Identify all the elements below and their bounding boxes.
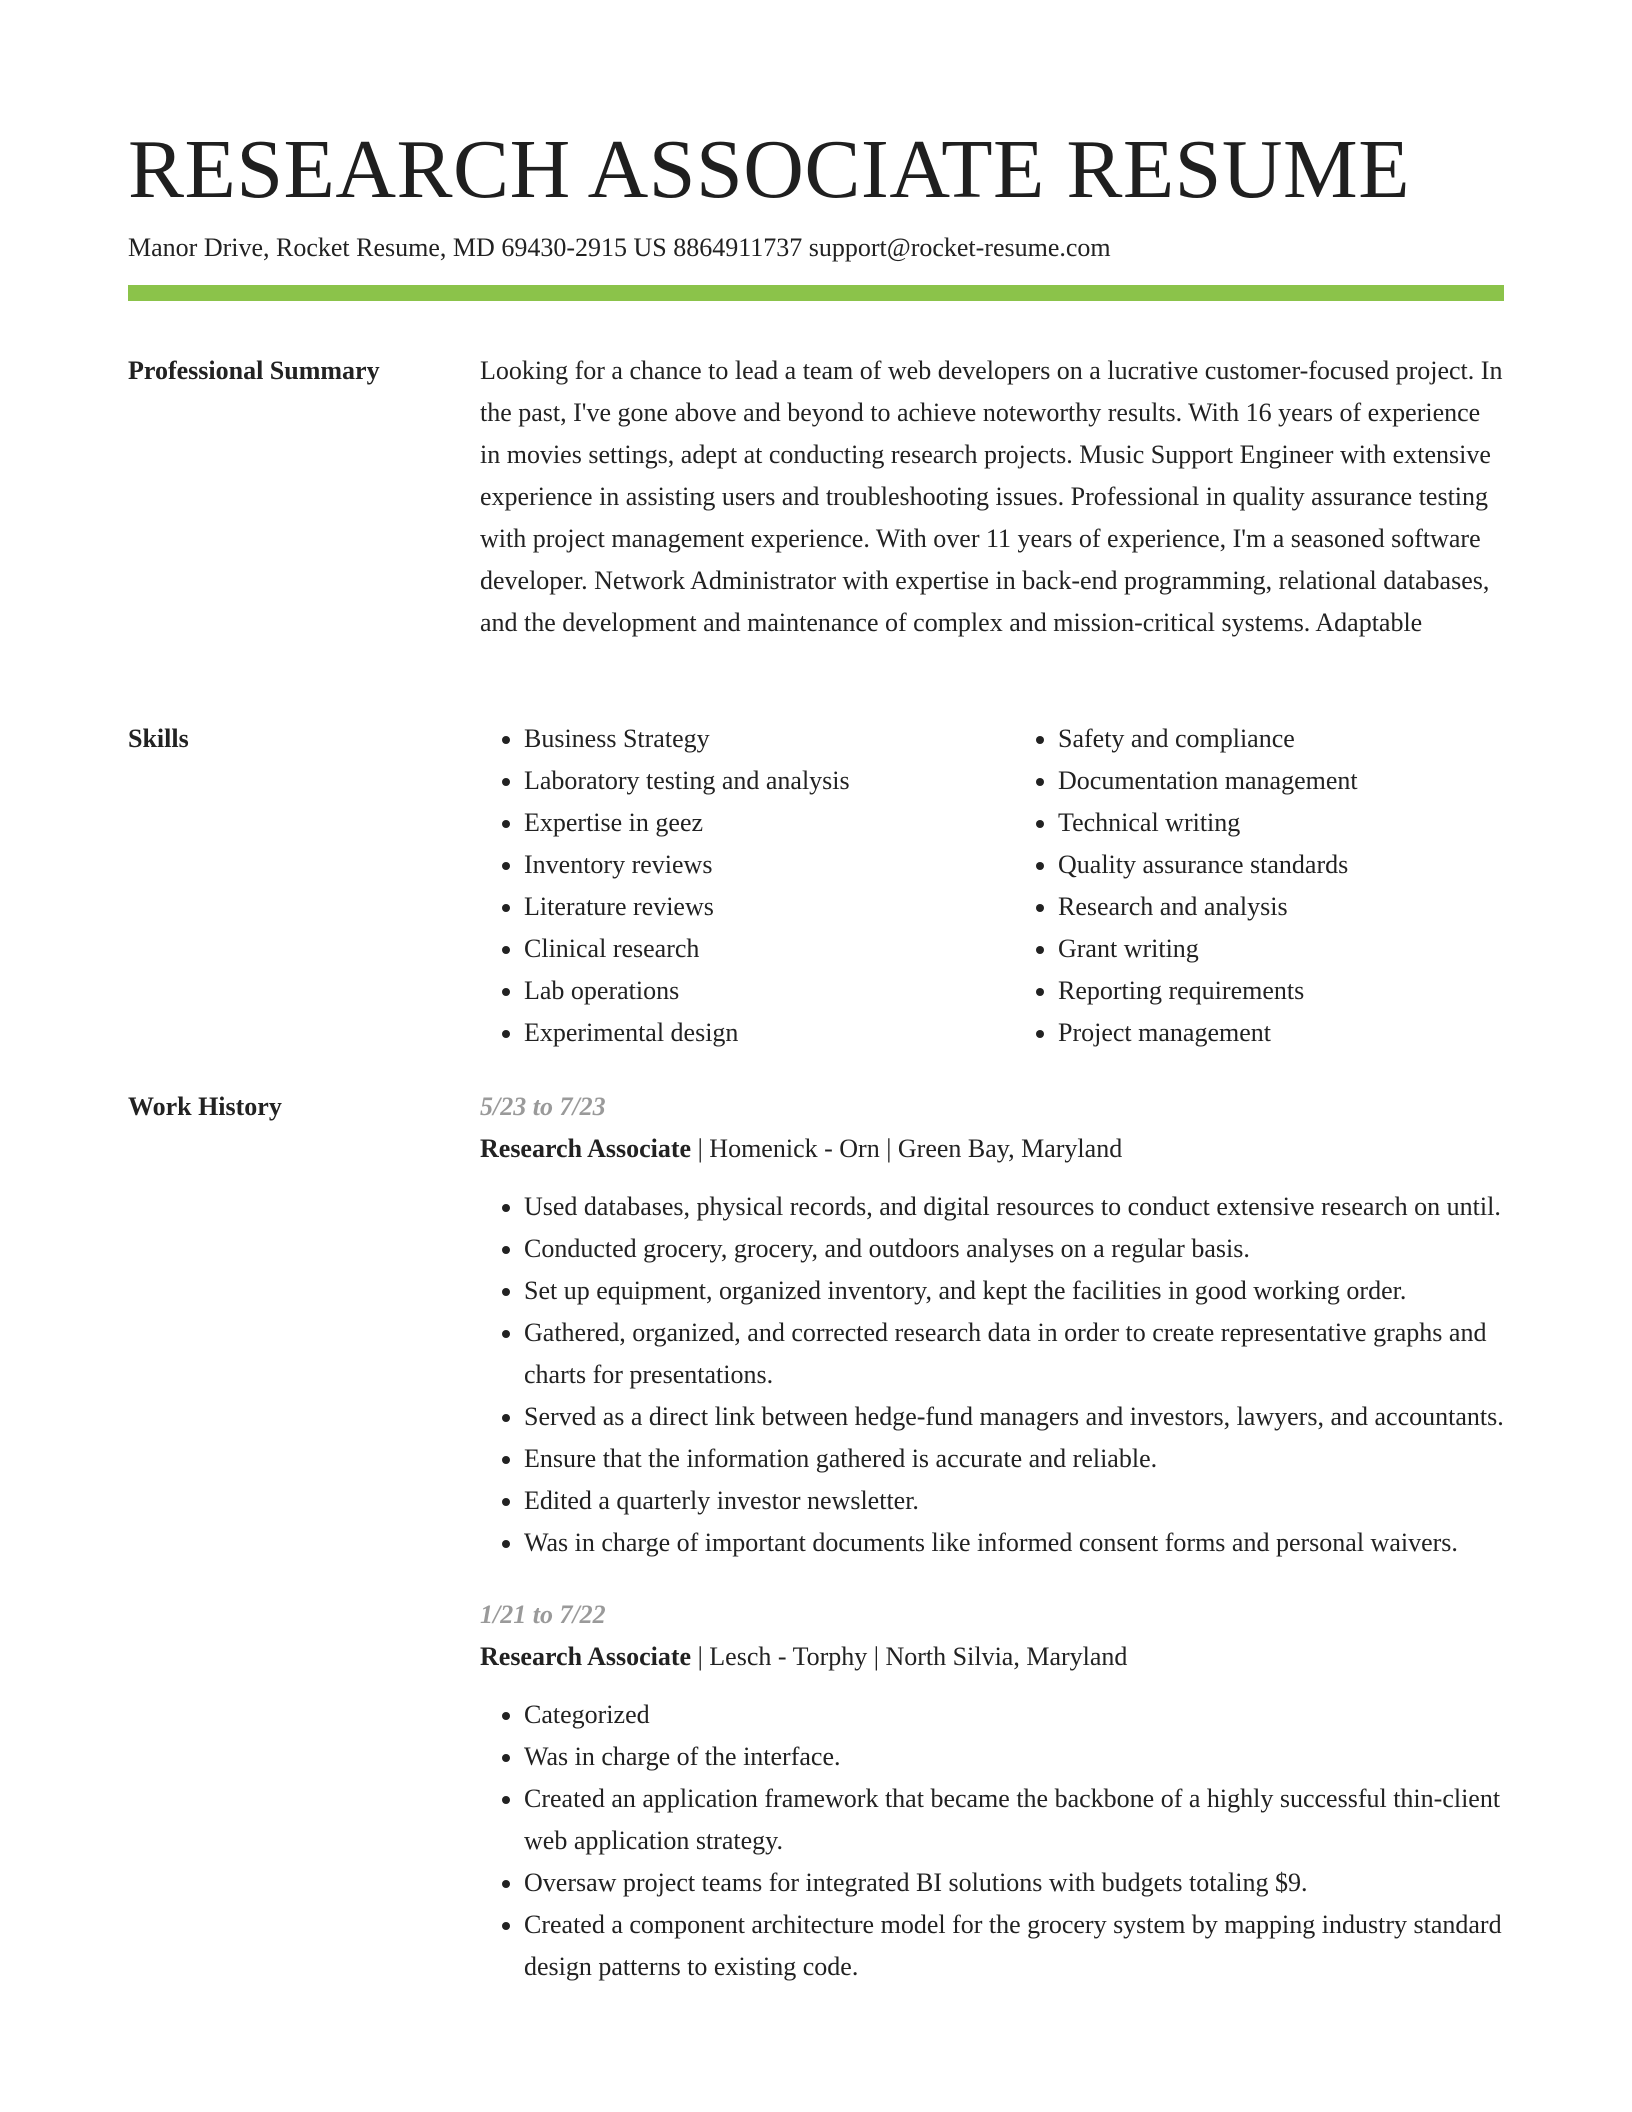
job-employer-location: | Homenick - Orn | Green Bay, Maryland xyxy=(691,1134,1123,1163)
job-bullet: • Was in charge of the interface. xyxy=(524,1736,1504,1778)
skill-item: • Clinical research xyxy=(524,928,970,970)
skill-item: • Business Strategy xyxy=(524,718,970,760)
summary-text: Looking for a chance to lead a team of web developers on a lucrative customer-focused project. In the past, I've gone above and beyond to achieve noteworthy results. With 16 years of experience in movies settings, adept at conducting research projects. Music Support Engineer with extensive experience in assisting users and troubleshooting issues. Professional in quality assurance testing with project management experience. With over 11 years of experience, I'm a seasoned software developer. Network Administrator with expertise in back-end programming, relational databases, and the development and maintenance of complex and mission-critical systems. Adaptable xyxy=(480,356,1503,637)
skill-item: • Research and analysis xyxy=(1058,886,1504,928)
job-bullets xyxy=(480,1694,1504,1988)
skill-item: • Documentation management xyxy=(1058,760,1504,802)
resume-title: RESEARCH ASSOCIATE RESUME xyxy=(128,123,1411,216)
job-employer-location: | Lesch - Torphy | North Silvia, Maryland xyxy=(691,1642,1128,1671)
job-bullet: • Created a component architecture model for the grocery system by mapping industry standard design patterns to existing code. xyxy=(524,1904,1504,1988)
job-bullet: • Conducted grocery, grocery, and outdoors analyses on a regular basis. xyxy=(524,1228,1504,1270)
skill-item: • Laboratory testing and analysis xyxy=(524,760,970,802)
job-title: Research Associate xyxy=(480,1134,692,1163)
skills-list-right xyxy=(1014,718,1504,1054)
section-label-work: Work History xyxy=(128,1092,282,1121)
job-bullet: • Edited a quarterly investor newsletter. xyxy=(524,1480,1504,1522)
skill-item: • Lab operations xyxy=(524,970,970,1012)
job-bullet: • Served as a direct link between hedge-fund managers and investors, lawyers, and accountants. xyxy=(524,1396,1504,1438)
skills-list-left xyxy=(480,718,970,1054)
skill-item: • Literature reviews xyxy=(524,886,970,928)
section-label-skills: Skills xyxy=(128,724,189,753)
section-label-summary: Professional Summary xyxy=(128,356,380,385)
skill-item: • Technical writing xyxy=(1058,802,1504,844)
skill-item: • Grant writing xyxy=(1058,928,1504,970)
skill-item: • Quality assurance standards xyxy=(1058,844,1504,886)
job-bullet: • Created an application framework that became the backbone of a highly successful thin-client web application strategy. xyxy=(524,1778,1504,1862)
skill-item: • Inventory reviews xyxy=(524,844,970,886)
skill-item: • Experimental design xyxy=(524,1012,970,1054)
job-bullet: • Used databases, physical records, and digital resources to conduct extensive research on until. xyxy=(524,1186,1504,1228)
job-title: Research Associate xyxy=(480,1642,692,1671)
job-bullet: • Was in charge of important documents like informed consent forms and personal waivers. xyxy=(524,1522,1504,1564)
skill-item: • Reporting requirements xyxy=(1058,970,1504,1012)
job-bullet: • Gathered, organized, and corrected research data in order to create representative graphs and charts for presentations. xyxy=(524,1312,1504,1396)
job-bullets xyxy=(480,1186,1504,1564)
job-bullet: • Oversaw project teams for integrated BI solutions with budgets totaling $9. xyxy=(524,1862,1504,1904)
job-entry xyxy=(480,1594,1504,1988)
skill-item: • Safety and compliance xyxy=(1058,718,1504,760)
job-dates: 1/21 to 7/22 xyxy=(480,1600,606,1629)
contact-line: Manor Drive, Rocket Resume, MD 69430-2915 US 8864911737 support@rocket-resume.com xyxy=(128,233,1111,262)
job-heading xyxy=(480,1636,1504,1678)
job-bullet: • Categorized xyxy=(524,1694,1504,1736)
job-heading xyxy=(480,1128,1504,1170)
job-dates: 5/23 to 7/23 xyxy=(480,1092,606,1121)
job-entry xyxy=(480,1086,1504,1564)
skill-item: • Project management xyxy=(1058,1012,1504,1054)
skill-item: • Expertise in geez xyxy=(524,802,970,844)
accent-divider xyxy=(128,285,1504,301)
job-bullet: • Set up equipment, organized inventory, and kept the facilities in good working order. xyxy=(524,1270,1504,1312)
job-bullet: • Ensure that the information gathered is accurate and reliable. xyxy=(524,1438,1504,1480)
